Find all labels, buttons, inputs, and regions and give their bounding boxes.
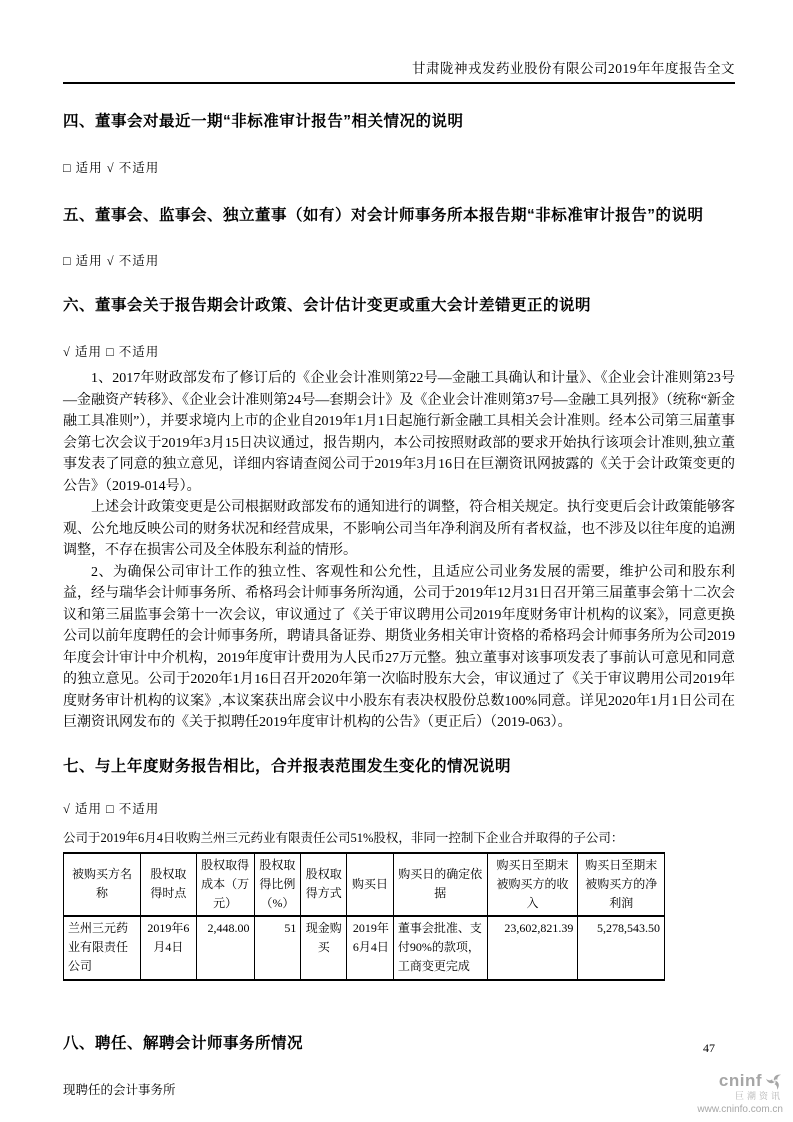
table-header-cell: 购买日 <box>347 853 394 916</box>
section-8-title: 八、聘任、解聘会计师事务所情况 <box>63 1034 304 1052</box>
table-header-cell: 购买日的确定依据 <box>393 853 487 916</box>
table-header-cell: 被购买方名称 <box>64 853 141 916</box>
table-cell-purchase-date: 2019年6月4日 <box>347 916 394 980</box>
report-header-title: 甘肃陇神戎发药业股份有限公司2019年年度报告全文 <box>63 0 735 84</box>
table-cell-equity-ratio: 51 <box>254 916 301 980</box>
table-row <box>64 916 665 980</box>
table-header-cell: 购买日至期末被购买方的净利润 <box>578 853 665 916</box>
section-7-applicability: √ 适用 □ 不适用 <box>63 801 160 816</box>
table-cell-equity-cost: 2,448.00 <box>196 916 254 980</box>
paragraph: 1、2017年财政部发布了修订后的《企业会计准则第22号—金融工具确认和计量》、《企业会计准则第23号—金融资产转移》、《企业会计准则第24号—套期会计》及《企业会计准则第37号—金融工具列报》（统称“新金融工具准则”），并要求境内上市的企业自2019年1月1日起施行新金融工具相关会计准则。经本公司第三届董事会第七次会议于2019年3月15日决议通过，报告期内，本公司按照财政部的要求开始执行该项会计准则,独立董事发表了同意的独立意见，详细内容请查阅公司于2019年3月16日在巨潮资讯网披露的《关于会计政策变更的公告》（2019-014号）。 <box>63 371 735 494</box>
cninfo-chinese-name: 巨潮资讯 <box>734 1091 783 1101</box>
table-header-row <box>64 853 665 916</box>
section-6-body <box>63 368 735 734</box>
section-5-title: 五、董事会、监事会、独立董事（如有）对会计师事务所本报告期“非标准审计报告”的说明 <box>63 207 704 224</box>
table-cell-net-profit: 5,278,543.50 <box>578 916 665 980</box>
cninfo-logo <box>677 1072 787 1115</box>
paragraph: 上述会计政策变更是公司根据财政部发布的通知进行的调整，符合相关规定。执行变更后会计政策能够客观、公允地反映公司的财务状况和经营成果，不影响公司当年净利润及所有者权益，也不涉及以往年度的追溯调整，不存在损害公司及全体股东利益的情形。 <box>63 500 735 558</box>
section-5-applicability: □ 适用 √ 不适用 <box>63 254 160 268</box>
table-cell-equity-date: 2019年6月4日 <box>140 916 196 980</box>
section-6-title: 六、董事会关于报告期会计政策、会计估计变更或重大会计差错更正的说明 <box>63 297 592 314</box>
section-4-applicability: □ 适用 √ 不适用 <box>63 161 160 175</box>
table-cell-revenue: 23,602,821.39 <box>487 916 578 980</box>
table-header-cell: 股权取得成本（万元） <box>196 853 254 916</box>
cninfo-swirl-icon <box>764 1072 783 1091</box>
cninfo-url: www.cninfo.com.cn <box>697 1103 783 1115</box>
table-header-cell: 股权取得比例（%） <box>254 853 301 916</box>
table-header-cell: 股权取得时点 <box>140 853 196 916</box>
paragraph: 2、为确保公司审计工作的独立性、客观性和公允性，且适应公司业务发展的需要，维护公司和股东利益，经与瑞华会计师事务所、希格玛会计师事务所沟通，公司于2019年12月31日召开第三届董事会第十二次会议和第三届监事会第十一次会议，审议通过了《关于审议聘用公司2019年度财务审计机构的议案》，同意更换公司以前年度聘任的会计师事务所，聘请具备证券、期货业务相关审计资格的希格玛会计师事务所为公司2019年度会计审计中介机构，2019年度审计费用为人民币27万元整。独立董事对该事项发表了事前认可意见和同意的独立意见。公司于2020年1月16日召开2020年第一次临时股东大会，审议通过了《关于审议聘用公司2019年度财务审计机构的议案》,本议案获出席会议中小股东有表决权股份总数100%同意。详见2020年1月1日公司在巨潮资讯网发布的《关于拟聘任2019年度审计机构的公告》（更正后）（2019-063）。 <box>63 564 735 730</box>
table-header-cell: 购买日至期末被购买方的收入 <box>487 853 578 916</box>
current-accounting-firm-note: 现聘任的会计事务所 <box>63 1082 176 1097</box>
acquisition-table-intro: 公司于2019年6月4日收购兰州三元药业有限责任公司51%股权，非同一控制下企业合并取得的子公司： <box>63 830 624 845</box>
section-7-title: 七、与上年度财务报告相比，合并报表范围发生变化的情况说明 <box>63 757 512 775</box>
section-4-title: 四、董事会对最近一期“非标准审计报告”相关情况的说明 <box>63 113 464 130</box>
cninfo-brand-text: cninf <box>718 1071 762 1091</box>
table-cell-acquiree-name: 兰州三元药业有限责任公司 <box>64 916 141 980</box>
page-number: 47 <box>703 1041 715 1055</box>
table-header-cell: 股权取得方式 <box>301 853 347 916</box>
table-cell-equity-method: 现金购买 <box>301 916 347 980</box>
section-6-applicability: √ 适用 □ 不适用 <box>63 345 160 359</box>
acquisition-table <box>63 852 665 981</box>
table-cell-purchase-basis: 董事会批准、支付90%的款项，工商变更完成 <box>393 916 487 980</box>
